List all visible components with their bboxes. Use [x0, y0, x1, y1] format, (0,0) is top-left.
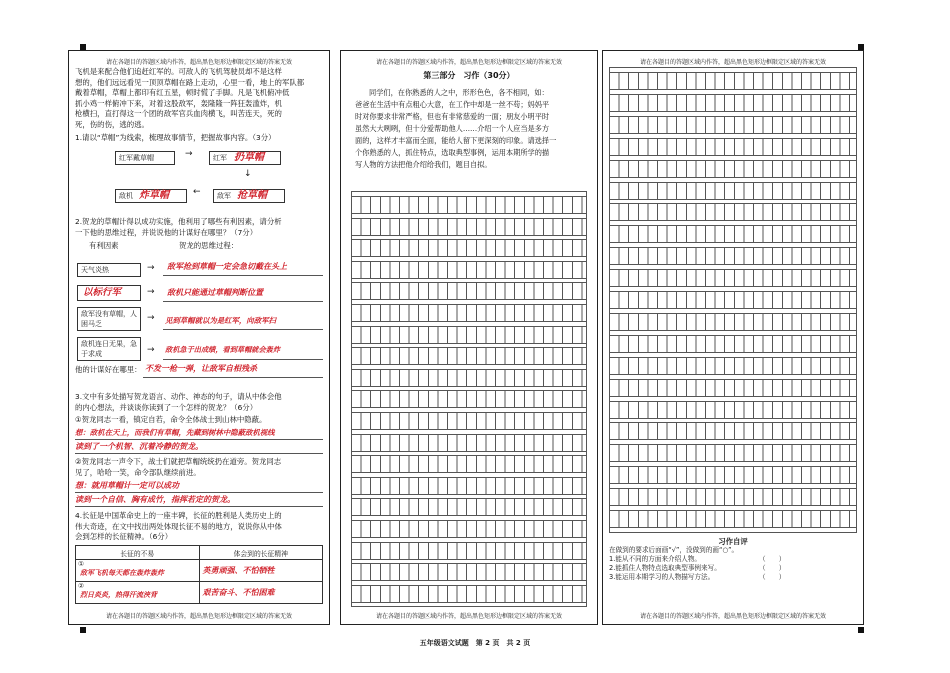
answer-line — [163, 359, 323, 360]
prompt-line: 同学们，在你熟悉的人之中，形形色色，各不相同，如： — [369, 88, 549, 97]
grid-row[interactable] — [352, 239, 586, 257]
question-line: 伟大奇迹，在文中找出两处体现长征不易的地方，说说你从中体 — [75, 521, 282, 531]
quote-line: 见了，哈哈一笑，命令部队继续前进。 — [75, 467, 201, 477]
grid-row[interactable] — [610, 313, 856, 331]
story-line: 戴着草帽，草帽上都印有红五星，顿时慌了手脚。凡是飞机俯冲低 — [75, 88, 290, 97]
long-march-table — [75, 545, 323, 604]
grid-row[interactable] — [610, 160, 856, 178]
handwritten-answer: 敌机急于出成绩，看到草帽就会轰炸 — [165, 345, 281, 354]
self-evaluation — [609, 537, 857, 582]
grid-row[interactable] — [352, 218, 586, 236]
quote-line: ①贺龙同志一看，镇定自若，命令全体战士到山林中隐蔽。 — [75, 415, 267, 424]
handwritten-answer: 敌机只能通过草帽判断位置 — [167, 287, 263, 297]
factor-box: 敌机连日无果，急于求成 — [77, 337, 141, 361]
grid-row[interactable] — [610, 335, 856, 353]
grid-row[interactable] — [352, 282, 586, 300]
registration-mark — [858, 627, 864, 633]
grid-row[interactable] — [610, 357, 856, 375]
grid-row[interactable] — [352, 369, 586, 387]
item-text: 3.能运用本期学习的人物描写方法。 — [609, 573, 715, 581]
self-evaluation-item — [609, 555, 857, 564]
row-number: ① — [78, 560, 85, 568]
handwritten-answer: 英勇顽强、不怕牺牲 — [202, 565, 275, 575]
table-cell — [199, 582, 323, 604]
answer-panel-composition — [340, 50, 598, 625]
question-2 — [75, 217, 282, 238]
page-footer: 五年级语文试题 第 2 页 共 2 页 — [419, 639, 531, 647]
plot-box-label: 红军 — [213, 154, 227, 162]
question-line: 一下他的思维过程，并说说他的计谋好在哪里？（7分） — [75, 227, 258, 237]
column-label: 贺龙的思维过程： — [179, 241, 239, 250]
handwritten-answer: 烈日炎炎，热得汗流浃背 — [80, 590, 157, 599]
handwritten-answer: 想：就用草帽计一定可以成功 — [75, 480, 179, 490]
prompt-line: 写人物的方法把他介绍给我们，题目自拟。 — [355, 160, 492, 169]
prompt-line: 虽然大大咧咧，但十分爱帮助他人……介绍一个人应当是多方 — [355, 124, 550, 133]
column-label: 有利因素 — [89, 241, 119, 250]
arrow-right-icon: → — [147, 313, 155, 323]
grid-row[interactable] — [352, 498, 586, 516]
story-line: 想的，他们远远看见一顶顶草帽在路上走动，心里一看，地上的军队都 — [75, 77, 305, 87]
answer-line — [75, 453, 323, 454]
handwritten-answer: 读到一个自信、胸有成竹，指挥若定的贺龙。 — [75, 494, 235, 504]
self-evaluation-item — [609, 573, 857, 582]
table-cell — [76, 560, 200, 582]
arrow-right-icon: → — [147, 287, 155, 297]
plot-box: 红军戴草帽 — [115, 151, 175, 165]
question-line: 2.贺龙的草帽计得以成功实施，他利用了哪些有利因素，请分析 — [75, 217, 282, 226]
question-line: 3.文中有多处描写贺龙语言、动作、神态的句子，请从中体会他 — [75, 392, 282, 401]
grid-row[interactable] — [610, 72, 856, 90]
self-evaluation-intro: 在做到的要求后面画“√”，没做到的画“○”。 — [609, 546, 739, 554]
story-line: 飞机是来配合他们追赶红军的。可敌人的飞机驾驶员却不是这样 — [75, 67, 282, 76]
composition-grid[interactable] — [609, 67, 857, 533]
handwritten-answer: 敌军抢到草帽一定会急切戴在头上 — [167, 261, 287, 271]
answer-line — [75, 439, 323, 440]
question-label: 他的计谋好在哪里： — [75, 365, 142, 374]
panel-footer-notice: 请在各题目的答题区域内作答，超出黑色矩形边框限定区域的答案无效 — [639, 613, 826, 620]
prompt-line: 面的，这样才丰富而全面，能给人留下更深刻的印象。请选择一 — [355, 136, 557, 145]
arrow-right-icon: → — [147, 263, 155, 273]
prompt-line: 个你熟悉的人，抓住特点，选取典型事例，运用本期所学的描 — [355, 148, 550, 157]
question-line: 4.长征是中国革命史上的一座丰碑，长征的胜利是人类历史上的 — [75, 511, 282, 520]
item-text: 1.能从不同的方面来介绍人物。 — [609, 555, 702, 563]
grid-row[interactable] — [352, 455, 586, 473]
arrow-left-icon: ← — [193, 187, 201, 197]
self-evaluation-title: 习作自评 — [718, 537, 748, 546]
story-line: 死，伤的伤，逃的逃。 — [75, 119, 149, 129]
grid-row[interactable] — [610, 138, 856, 156]
item-text: 2.能抓住人物特点选取典型事例来写。 — [609, 564, 721, 572]
question-3 — [75, 392, 282, 413]
checkbox-paren[interactable]: （ ） — [759, 573, 786, 581]
answer-panel-reading — [68, 50, 330, 625]
answer-line — [75, 492, 323, 493]
answer-line — [75, 506, 323, 507]
plot-box-label: 敌机 — [119, 192, 133, 200]
handwritten-answer: 想：敌机在天上，而我们有草帽，先藏到树林中隐蔽敌机视线 — [75, 428, 275, 437]
arrow-right-icon: → — [147, 345, 155, 355]
story-line: 枪横扫，直打得这一个团的敌军官兵血肉横飞，叫苦连天，死的 — [75, 109, 282, 118]
table-header: 体会到的长征精神 — [199, 546, 323, 560]
factor-box: 敌军没有草帽，人困马乏 — [77, 307, 141, 331]
composition-prompt — [355, 87, 591, 171]
panel-header-notice: 请在各题目的答题区域内作答，超出黑色矩形边框限定区域的答案无效 — [105, 59, 292, 66]
answer-panel-composition-continued — [602, 50, 864, 625]
handwritten-answer: 不发一枪一弹，让敌军自相残杀 — [145, 363, 257, 373]
grid-row[interactable] — [610, 94, 856, 112]
grid-row[interactable] — [352, 585, 586, 603]
quote-block — [75, 457, 281, 478]
plot-box-label: 敌军 — [217, 192, 231, 200]
grid-row[interactable] — [610, 247, 856, 265]
question-1: 1.请以“草帽”为线索，梳理故事情节，把握故事内容。（3分） — [75, 133, 276, 142]
handwritten-answer: 见到草帽就以为是红军，向敌军扫 — [165, 316, 276, 325]
grid-row[interactable] — [610, 182, 856, 200]
story-line: 抓小鸡一样俯冲下来，对着这股敌军，轰隆隆一阵狂轰滥炸，机 — [75, 98, 282, 108]
handwritten-answer: 敌军飞机每天都在轰炸轰炸 — [80, 568, 164, 577]
handwritten-answer: 读到了一个机智、沉着冷静的贺龙。 — [75, 441, 203, 451]
grid-row[interactable] — [610, 269, 856, 287]
grid-row[interactable] — [610, 379, 856, 397]
grid-row[interactable] — [610, 401, 856, 419]
handwritten-answer: 以标行军 — [83, 287, 122, 298]
panel-footer-notice: 请在各题目的答题区域内作答，超出黑色矩形边框限定区域的答案无效 — [375, 613, 562, 620]
grid-row[interactable] — [352, 304, 586, 322]
table-row — [76, 560, 323, 582]
answer-line — [163, 301, 323, 302]
story-excerpt — [75, 67, 325, 130]
grid-row[interactable] — [352, 261, 586, 279]
grid-row[interactable] — [352, 196, 586, 214]
grid-row[interactable] — [352, 542, 586, 560]
handwritten-answer: 艰苦奋斗、不怕困难 — [202, 587, 275, 597]
grid-row[interactable] — [610, 466, 856, 484]
grid-row[interactable] — [352, 412, 586, 430]
question-4 — [75, 511, 282, 543]
quote-line: ②贺龙同志一声令下，战士们就把草帽统统扔在道旁。贺龙同志 — [75, 457, 282, 466]
grid-row[interactable] — [610, 116, 856, 134]
grid-row[interactable] — [352, 347, 586, 365]
arrow-down-icon: ↓ — [244, 169, 252, 179]
grid-row[interactable] — [610, 422, 856, 440]
grid-row[interactable] — [610, 225, 856, 243]
handwritten-answer: 扔草帽 — [234, 152, 264, 163]
registration-mark — [80, 627, 86, 633]
factor-box: 天气炎热 — [77, 263, 141, 277]
grid-row[interactable] — [352, 520, 586, 538]
grid-row[interactable] — [352, 434, 586, 452]
table-cell — [76, 582, 200, 604]
table-cell — [199, 560, 323, 582]
composition-grid[interactable] — [351, 191, 587, 607]
table-row — [76, 582, 323, 604]
grid-row[interactable] — [610, 488, 856, 506]
grid-row[interactable] — [610, 203, 856, 221]
prompt-line: 爸爸在生活中有点粗心大意，在工作中却是一丝不苟；妈妈平 — [355, 100, 550, 109]
grid-row[interactable] — [352, 477, 586, 495]
grid-row[interactable] — [610, 444, 856, 462]
table-header: 长征的不易 — [76, 546, 200, 560]
grid-row[interactable] — [610, 291, 856, 309]
answer-line — [143, 377, 323, 378]
answer-line — [163, 275, 323, 276]
prompt-line: 时对你要求非常严格，但也有非常慈爱的一面；朋友小明平时 — [355, 112, 550, 121]
grid-row[interactable] — [352, 326, 586, 344]
grid-row[interactable] — [352, 390, 586, 408]
question-line: 会到怎样的长征精神。（6分） — [75, 532, 173, 541]
panel-header-notice: 请在各题目的答题区域内作答，超出黑色矩形边框限定区域的答案无效 — [375, 59, 562, 66]
row-number: ② — [78, 582, 85, 590]
panel-footer-notice: 请在各题目的答题区域内作答，超出黑色矩形边框限定区域的答案无效 — [105, 613, 292, 620]
answer-line — [163, 329, 323, 330]
handwritten-answer: 炸草帽 — [139, 190, 169, 201]
checkbox-paren[interactable]: （ ） — [759, 555, 786, 563]
grid-row[interactable] — [610, 510, 856, 528]
table-header-row — [76, 546, 323, 560]
self-evaluation-item — [609, 564, 857, 573]
grid-row[interactable] — [352, 563, 586, 581]
checkbox-paren[interactable]: （ ） — [759, 564, 786, 572]
panel-header-notice: 请在各题目的答题区域内作答，超出黑色矩形边框限定区域的答案无效 — [639, 59, 826, 66]
arrow-right-icon: → — [185, 149, 193, 159]
handwritten-answer: 抢草帽 — [237, 190, 267, 201]
question-line: 的内心想法，并谈谈你读到了一个怎样的贺龙？（6分） — [75, 402, 258, 412]
section-title: 第三部分 习作（30分） — [423, 71, 515, 80]
